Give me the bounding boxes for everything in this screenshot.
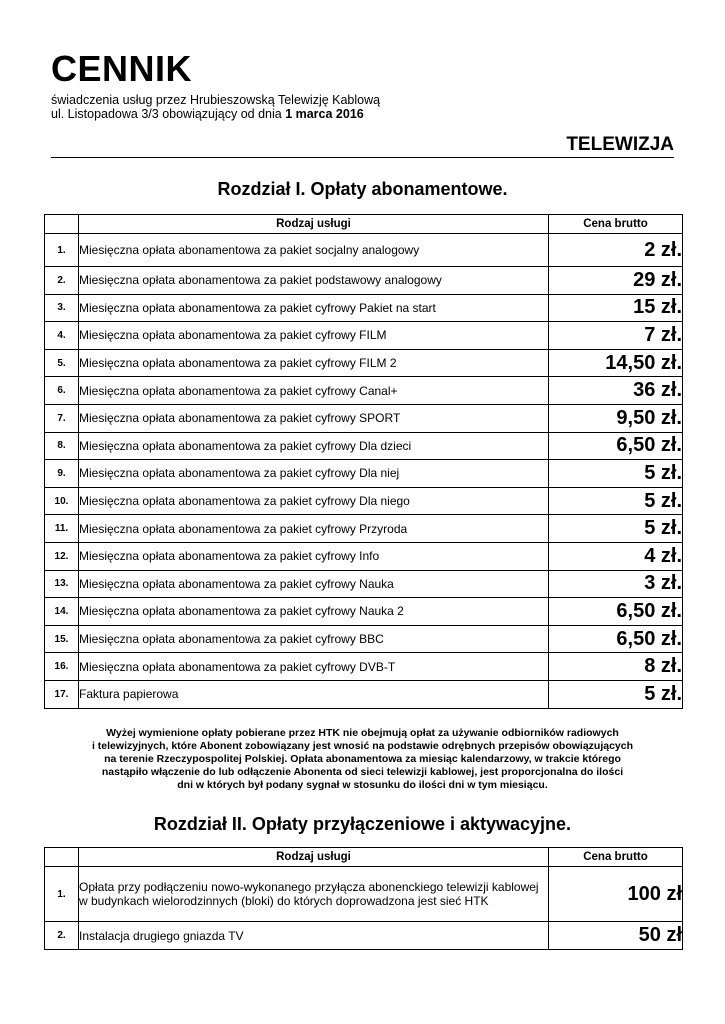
row-number: 17. (45, 680, 79, 708)
header-price: Cena brutto (549, 848, 683, 867)
service-description: Miesięczna opłata abonamentowa za pakiet cyfrowy BBC (79, 625, 549, 653)
row-number: 1. (45, 867, 79, 922)
row-number: 10. (45, 487, 79, 515)
row-number: 1. (45, 234, 79, 267)
service-description: Miesięczna opłata abonamentowa za pakiet cyfrowy DVB-T (79, 653, 549, 681)
header-service: Rodzaj usługi (79, 848, 549, 867)
section-label: TELEWIZJA (566, 134, 674, 155)
row-number: 13. (45, 570, 79, 598)
service-description: Miesięczna opłata abonamentowa za pakiet cyfrowy Dla niego (79, 487, 549, 515)
subtitle (51, 93, 380, 121)
service-description: Miesięczna opłata abonamentowa za pakiet cyfrowy Dla niej (79, 460, 549, 488)
row-number: 12. (45, 542, 79, 570)
connection-fees-table (44, 847, 683, 950)
table-row (45, 867, 683, 922)
service-price: 15 zł. (549, 294, 683, 322)
chapter-1-title: Rozdział I. Opłaty abonamentowe. (217, 179, 508, 199)
row-number: 7. (45, 404, 79, 432)
service-price: 50 zł (549, 922, 683, 950)
fees-note (40, 727, 685, 792)
service-description: Miesięczna opłata abonamentowa za pakiet cyfrowy Dla dzieci (79, 432, 549, 460)
connection-fees-rows (45, 867, 683, 950)
service-description: Miesięczna opłata abonamentowa za pakiet cyfrowy Pakiet na start (79, 294, 549, 322)
service-description: Miesięczna opłata abonamentowa za pakiet cyfrowy Nauka 2 (79, 598, 549, 626)
table-header-row (45, 215, 683, 234)
service-description: Miesięczna opłata abonamentowa za pakiet cyfrowy Info (79, 542, 549, 570)
service-price: 6,50 zł. (549, 625, 683, 653)
service-price: 8 zł. (549, 653, 683, 681)
service-description: Miesięczna opłata abonamentowa za pakiet cyfrowy Przyroda (79, 515, 549, 543)
row-number: 6. (45, 377, 79, 405)
page-title: CENNIK (51, 48, 193, 89)
table-row (45, 653, 683, 681)
table-row (45, 598, 683, 626)
service-description: Miesięczna opłata abonamentowa za pakiet cyfrowy Canal+ (79, 377, 549, 405)
table-row (45, 922, 683, 950)
note-line: Wyżej wymienione opłaty pobierane przez HTK nie obejmują opłat za używanie odbiorników radiowych (106, 727, 619, 739)
service-price: 36 zł. (549, 377, 683, 405)
note-line: i telewizyjnych, które Abonent zobowiązany jest wnosić na podstawie odrębnych przepisów obowiązujących (91, 740, 634, 752)
service-price: 5 zł. (549, 680, 683, 708)
service-price: 7 zł. (549, 322, 683, 350)
header-price: Cena brutto (549, 215, 683, 234)
table-row (45, 377, 683, 405)
subtitle-line-2 (51, 107, 380, 121)
table-row (45, 349, 683, 377)
service-price: 5 zł. (549, 487, 683, 515)
table-row (45, 267, 683, 295)
table-row (45, 570, 683, 598)
service-price: 100 zł (549, 867, 683, 922)
service-price: 14,50 zł. (549, 349, 683, 377)
header-number (45, 848, 79, 867)
header-number (45, 215, 79, 234)
row-number: 2. (45, 922, 79, 950)
table-row (45, 322, 683, 350)
effective-date: 1 marca 2016 (285, 107, 364, 121)
note-line: na terenie Rzeczypospolitej Polskiej. Opłata abonamentowa za miesiąc kalendarzowy, w trakcie którego (104, 753, 621, 765)
note-line: dni w których był podany sygnał w stosunku do ilości dni w tym miesiącu. (177, 779, 548, 791)
service-price: 6,50 zł. (549, 598, 683, 626)
service-description: Miesięczna opłata abonamentowa za pakiet cyfrowy FILM 2 (79, 349, 549, 377)
row-number: 9. (45, 460, 79, 488)
table-row (45, 515, 683, 543)
row-number: 3. (45, 294, 79, 322)
table-row (45, 432, 683, 460)
row-number: 14. (45, 598, 79, 626)
subtitle-address: ul. Listopadowa 3/3 obowiązujący od dnia (51, 107, 286, 121)
service-description: Opłata przy podłączeniu nowo-wykonanego przyłącza abonenckiego telewizji kablowej w budynkach wielorodzinnych (bloki) do których doprowadzona jest sieć HTK (79, 867, 549, 922)
service-description: Miesięczna opłata abonamentowa za pakiet cyfrowy SPORT (79, 404, 549, 432)
table-row (45, 404, 683, 432)
chapter-2-title: Rozdział II. Opłaty przyłączeniowe i aktywacyjne. (153, 814, 572, 834)
row-number: 2. (45, 267, 79, 295)
service-description: Miesięczna opłata abonamentowa za pakiet cyfrowy FILM (79, 322, 549, 350)
service-price: 2 zł. (549, 234, 683, 267)
service-price: 5 zł. (549, 515, 683, 543)
note-line: nastąpiło włączenie do lub odłączenie Abonenta od sieci telewizji kablowej, jest proporcjonalna do ilości (101, 766, 624, 778)
service-price: 6,50 zł. (549, 432, 683, 460)
row-number: 16. (45, 653, 79, 681)
table-header-row (45, 848, 683, 867)
row-number: 15. (45, 625, 79, 653)
service-description: Miesięczna opłata abonamentowa za pakiet podstawowy analogowy (79, 267, 549, 295)
header-divider (51, 157, 674, 158)
service-description: Instalacja drugiego gniazda TV (79, 922, 549, 950)
table-row (45, 680, 683, 708)
subtitle-line-1: świadczenia usług przez Hrubieszowską Telewizję Kablową (51, 93, 381, 107)
subscription-fees-rows (45, 234, 683, 709)
row-number: 5. (45, 349, 79, 377)
row-number: 4. (45, 322, 79, 350)
table-row (45, 542, 683, 570)
table-row (45, 460, 683, 488)
table-row (45, 294, 683, 322)
service-description: Faktura papierowa (79, 680, 549, 708)
service-description: Miesięczna opłata abonamentowa za pakiet socjalny analogowy (79, 234, 549, 267)
header-service: Rodzaj usługi (79, 215, 549, 234)
service-description: Miesięczna opłata abonamentowa za pakiet cyfrowy Nauka (79, 570, 549, 598)
service-price: 9,50 zł. (549, 404, 683, 432)
service-price: 5 zł. (549, 460, 683, 488)
table-row (45, 234, 683, 267)
row-number: 11. (45, 515, 79, 543)
service-price: 29 zł. (549, 267, 683, 295)
service-price: 4 zł. (549, 542, 683, 570)
subscription-fees-table (44, 214, 683, 709)
row-number: 8. (45, 432, 79, 460)
table-row (45, 487, 683, 515)
service-price: 3 zł. (549, 570, 683, 598)
table-row (45, 625, 683, 653)
